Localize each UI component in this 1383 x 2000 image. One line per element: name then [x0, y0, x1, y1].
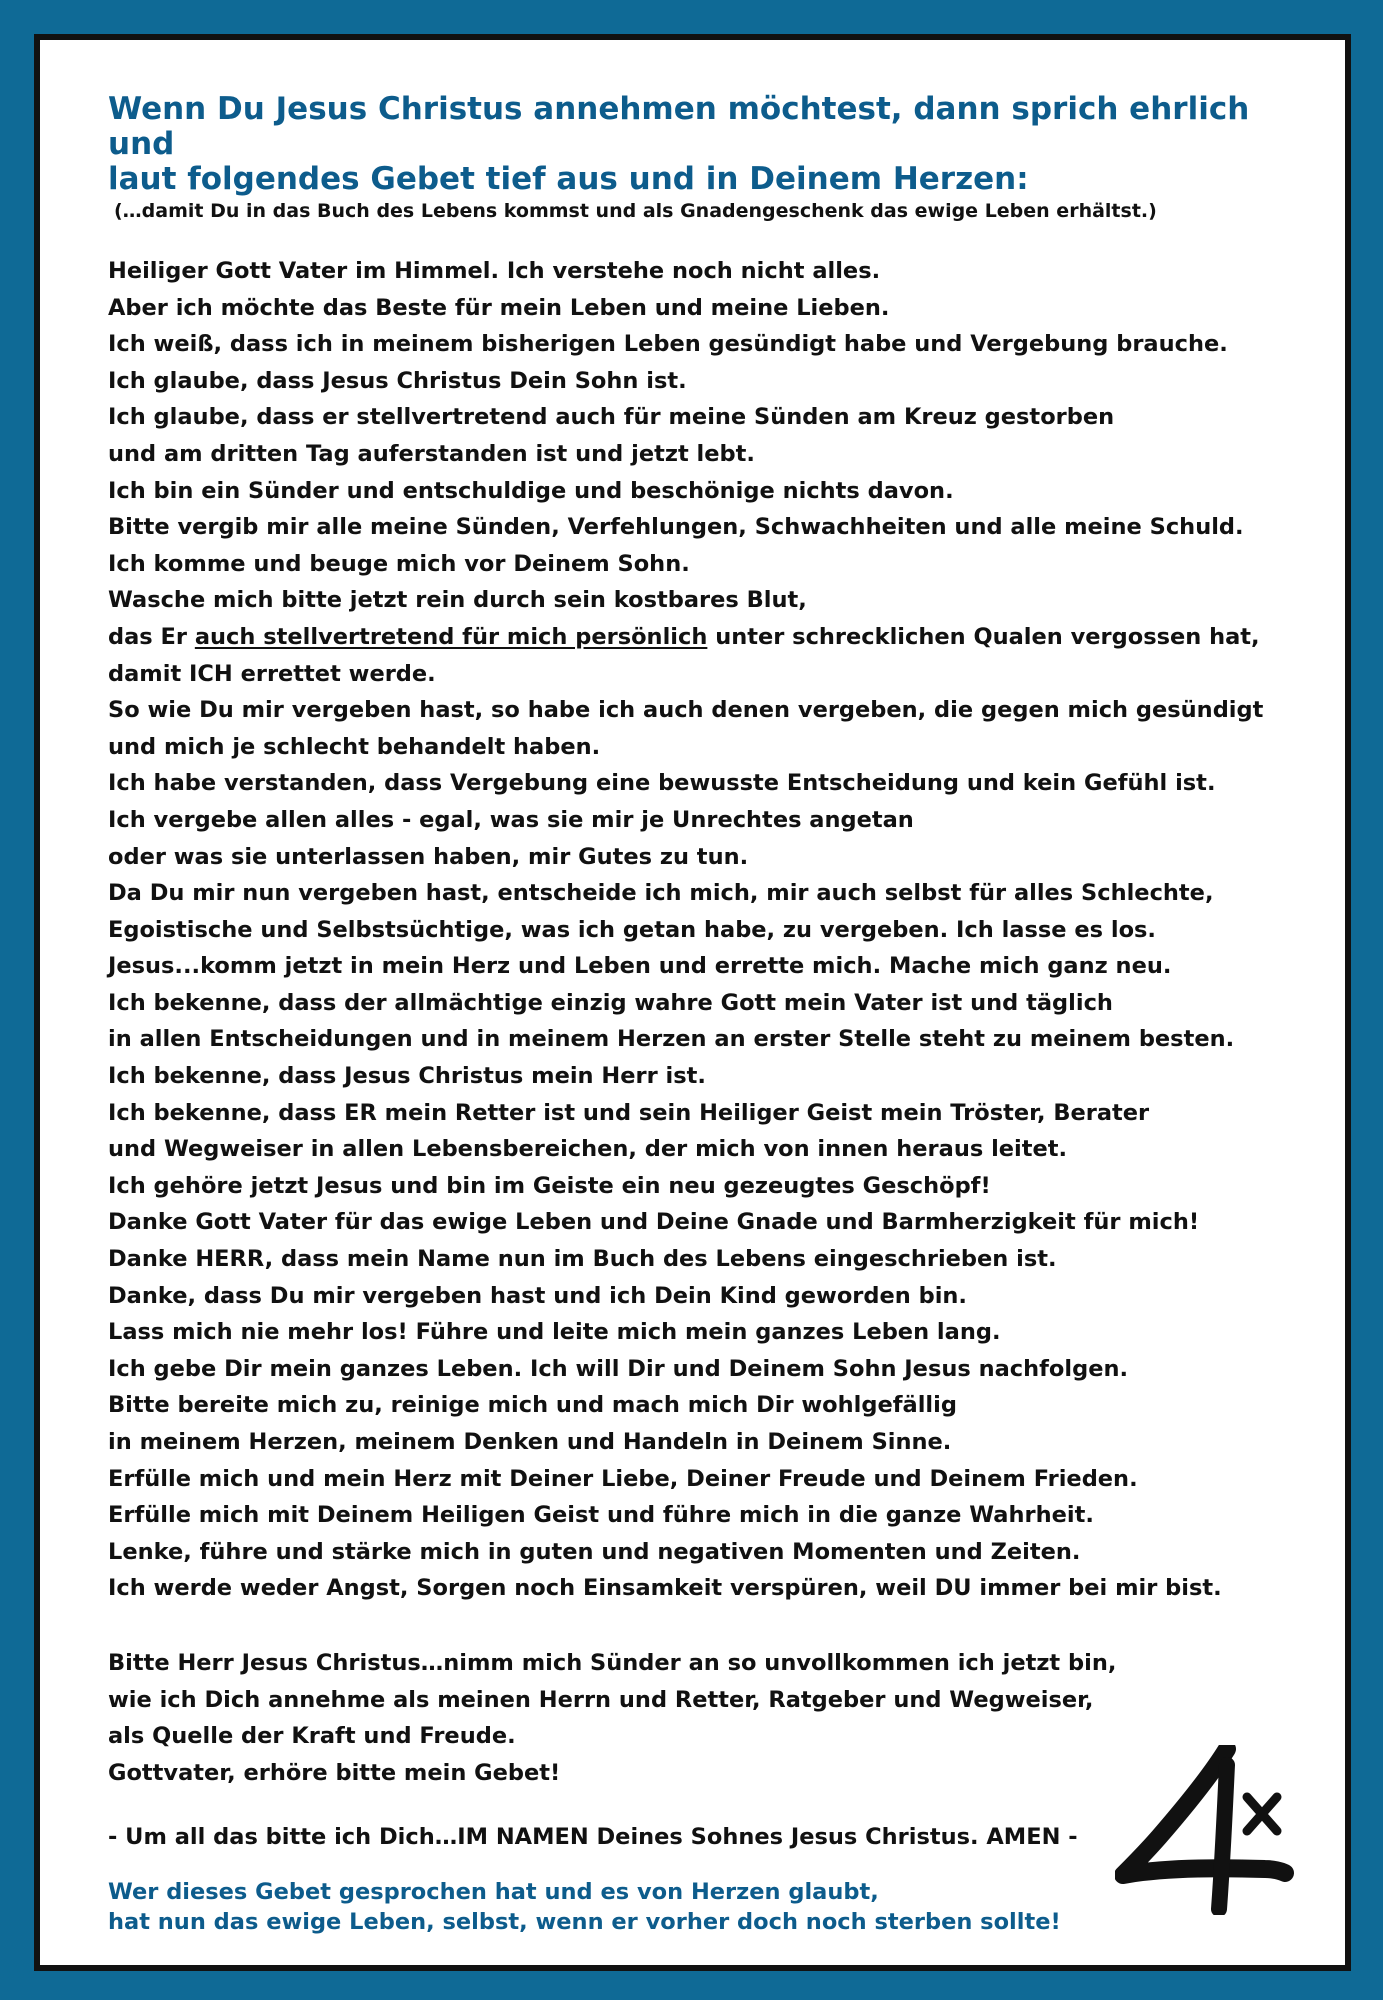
prayer-line: und Wegweiser in allen Lebensbereichen, der mich von innen heraus leitet.: [108, 1136, 1068, 1163]
prayer-line: Heiliger Gott Vater im Himmel. Ich verstehe noch nicht alles.: [108, 258, 881, 284]
prayer-line: Ich bin ein Sünder und entschuldige und beschönige nichts davon.: [108, 477, 954, 504]
prayer-line: Ich bekenne, dass ER mein Retter ist und sein Heiliger Geist mein Tröster, Berater: [108, 1099, 1150, 1126]
amen-line: - Um all das bitte ich Dich…IM NAMEN Deines Sohnes Jesus Christus. AMEN -: [108, 1824, 1078, 1851]
footer-line-1: Wer dieses Gebet gesprochen hat und es von Herzen glaubt,: [108, 1879, 879, 1906]
content: [108, 92, 1305, 1937]
title-line-2: laut folgendes Gebet tief aus und in Deinem Herzen:: [108, 161, 1029, 197]
prayer-line: Ich vergebe allen alles - egal, was sie mir je Unrechtes angetan: [108, 806, 914, 833]
prayer-line: Egoistische und Selbstsüchtige, was ich getan habe, zu vergeben. Ich lasse es los.: [108, 916, 1156, 943]
prayer-lines-b: [108, 656, 1305, 1607]
prayer-line: in allen Entscheidungen und in meinem Herzen an erster Stelle steht zu meinem besten.: [108, 1026, 1235, 1053]
prayer-line: Da Du mir nun vergeben hast, entscheide ich mich, mir auch selbst für alles Schlechte,: [108, 880, 1214, 907]
underlined-line-after: unter schrecklichen Qualen vergossen hat,: [707, 623, 1260, 650]
footer-line-2: hat nun das ewige Leben, selbst, wenn er vorher doch noch sterben sollte!: [108, 1909, 1061, 1936]
prayer-line: Lass mich nie mehr los! Führe und leite mich mein ganzes Leben lang.: [108, 1319, 1001, 1346]
closing-line: als Quelle der Kraft und Freude.: [108, 1723, 516, 1750]
prayer-card: [34, 34, 1351, 1971]
prayer-line: Ich glaube, dass Jesus Christus Dein Sohn ist.: [108, 367, 687, 394]
prayer-line: Lenke, führe und stärke mich in guten und negativen Momenten und Zeiten.: [108, 1538, 1081, 1565]
prayer-line: damit ICH errettet werde.: [108, 660, 436, 687]
prayer-line: Wasche mich bitte jetzt rein durch sein kostbares Blut,: [108, 587, 807, 614]
prayer-line: Ich werde weder Angst, Sorgen noch Einsamkeit verspüren, weil DU immer bei mir bist.: [108, 1575, 1222, 1602]
underlined-phrase: auch stellvertretend für mich persönlich: [194, 623, 708, 650]
prayer-line: in meinem Herzen, meinem Denken und Handeln in Deinem Sinne.: [108, 1429, 952, 1455]
closing-line: Bitte Herr Jesus Christus…nimm mich Sünder an so unvollkommen ich jetzt bin,: [108, 1649, 1117, 1676]
prayer-line: Danke Gott Vater für das ewige Leben und Deine Gnade und Barmherzigkeit für mich!: [108, 1209, 1200, 1236]
prayer-line: So wie Du mir vergeben hast, so habe ich auch denen vergeben, die gegen mich gesündigt: [108, 697, 1264, 724]
closing-line: Gottvater, erhöre bitte mein Gebet!: [108, 1759, 561, 1786]
prayer-line: oder was sie unterlassen haben, mir Gutes zu tun.: [108, 843, 749, 870]
underlined-line-before: das Er: [108, 623, 195, 650]
prayer-line: Ich weiß, dass ich in meinem bisherigen Leben gesündigt habe und Vergebung brauche.: [108, 331, 1228, 358]
prayer-line-underlined: [108, 619, 1305, 656]
prayer-line: und mich je schlecht behandelt haben.: [108, 733, 601, 760]
prayer-line: Aber ich möchte das Beste für mein Leben und meine Lieben.: [108, 294, 890, 321]
closing-line: wie ich Dich annehme als meinen Herrn und Retter, Ratgeber und Wegweiser,: [108, 1686, 1094, 1713]
prayer-line: Ich bekenne, dass Jesus Christus mein Herr ist.: [108, 1063, 706, 1090]
prayer-line: und am dritten Tag auferstanden ist und jetzt lebt.: [108, 440, 755, 467]
prayer-line: Ich glaube, dass er stellvertretend auch für meine Sünden am Kreuz gestorben: [108, 404, 1115, 431]
prayer-line: Ich bekenne, dass der allmächtige einzig wahre Gott mein Vater ist und täglich: [108, 989, 1113, 1016]
prayer-lines-a: [108, 253, 1305, 619]
prayer-line: Erfülle mich und mein Herz mit Deiner Liebe, Deiner Freude und Deinem Frieden.: [108, 1465, 1138, 1492]
prayer-line: Jesus...komm jetzt in mein Herz und Leben und errette mich. Mache mich ganz neu.: [108, 953, 1172, 980]
prayer-line: Danke HERR, dass mein Name nun im Buch des Lebens eingeschrieben ist.: [108, 1246, 1057, 1273]
prayer-line: Bitte bereite mich zu, reinige mich und mach mich Dir wohlgefällig: [108, 1392, 957, 1419]
title-line-1: Wenn Du Jesus Christus annehmen möchtest, dann sprich ehrlich und: [108, 91, 1250, 162]
page-title: [108, 92, 1305, 197]
prayer-line: Ich komme und beuge mich vor Deinem Sohn.: [108, 550, 690, 577]
prayer-line: Ich gehöre jetzt Jesus und bin im Geiste ein neu gezeugtes Geschöpf!: [108, 1172, 991, 1199]
prayer-line: Bitte vergib mir alle meine Sünden, Verfehlungen, Schwachheiten und alle meine Schuld.: [108, 514, 1244, 541]
prayer-text: [108, 253, 1305, 1607]
prayer-line: Ich gebe Dir mein ganzes Leben. Ich will Dir und Deinem Sohn Jesus nachfolgen.: [108, 1355, 1129, 1382]
prayer-line: Ich habe verstanden, dass Vergebung eine bewusste Entscheidung und kein Gefühl ist.: [108, 770, 1216, 797]
cross-x-logo-icon: [1115, 1745, 1295, 1915]
prayer-line: Danke, dass Du mir vergeben hast und ich Dein Kind geworden bin.: [108, 1282, 967, 1309]
prayer-line: Erfülle mich mit Deinem Heiligen Geist und führe mich in die ganze Wahrheit.: [108, 1502, 1094, 1529]
subtitle: (…damit Du in das Buch des Lebens kommst und als Gnadengeschenk das ewige Leben erhältst.): [114, 200, 1157, 222]
